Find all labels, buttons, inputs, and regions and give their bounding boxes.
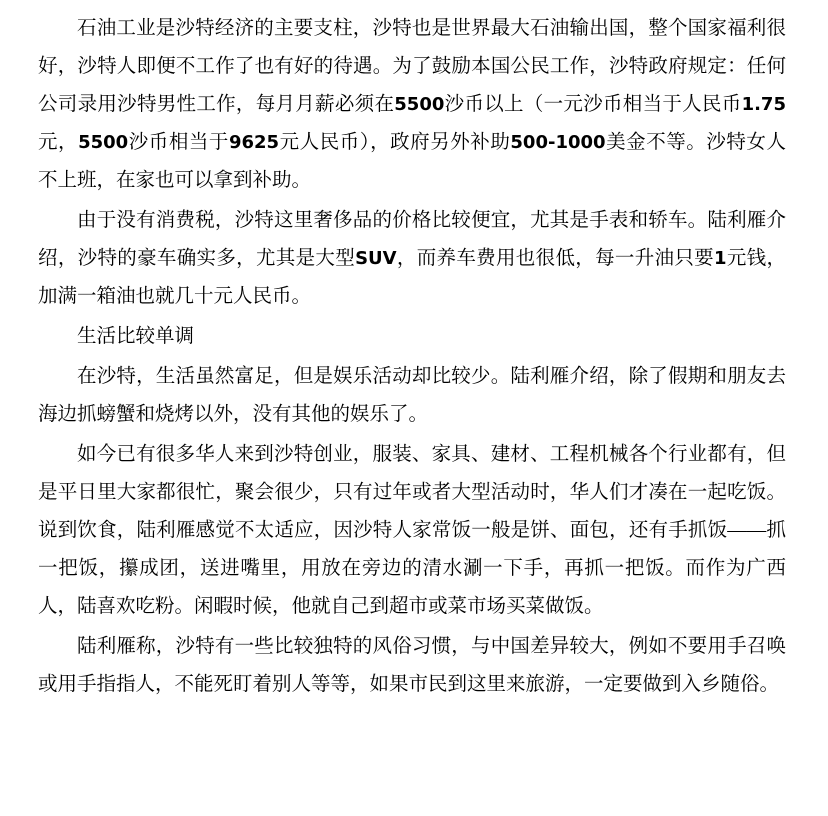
- paragraph-5: 陆利雁称，沙特有一些比较独特的风俗习惯，与中国差异较大，例如不要用手召唤或用手指指人，不能死盯着别人等等，如果市民到这里来旅游，一定要做到入乡随俗。: [38, 636, 786, 695]
- paragraph-heading-lifestyle: 生活比较单调: [77, 326, 195, 347]
- paragraph-3: 在沙特，生活虽然富足，但是娱乐活动却比较少。陆利雁介绍，除了假期和朋友去海边抓螃蟹和烧烤以外，没有其他的娱乐了。: [38, 366, 786, 425]
- paragraph-2: 由于没有消费税，沙特这里奢侈品的价格比较便宜，尤其是手表和轿车。陆利雁介绍，沙特的豪车确实多，尤其是大型SUV，而养车费用也很低，每一升油只要1元钱，加满一箱油也就几十元人民币。: [38, 210, 786, 307]
- document-body: [38, 10, 786, 704]
- paragraph-1: 石油工业是沙特经济的主要支柱，沙特也是世界最大石油输出国，整个国家福利很好，沙特人即便不工作了也有好的待遇。为了鼓励本国公民工作，沙特政府规定：任何公司录用沙特男性工作，每月月薪必须在5500沙币以上（一元沙币相当于人民币1.75元，5500沙币相当于9625元人民币），政府另外补助500-1000美金不等。沙特女人不上班，在家也可以拿到补助。: [38, 18, 786, 191]
- paragraph-4: 如今已有很多华人来到沙特创业，服装、家具、建材、工程机械各个行业都有，但是平日里大家都很忙，聚会很少，只有过年或者大型活动时，华人们才凑在一起吃饭。说到饮食，陆利雁感觉不太适应，因沙特人家常饭一般是饼、面包，还有手抓饭——抓一把饭，攥成团，送进嘴里，用放在旁边的清水涮一下手，再抓一把饭。而作为广西人，陆喜欢吃粉。闲暇时候，他就自己到超市或菜市场买菜做饭。: [38, 444, 786, 617]
